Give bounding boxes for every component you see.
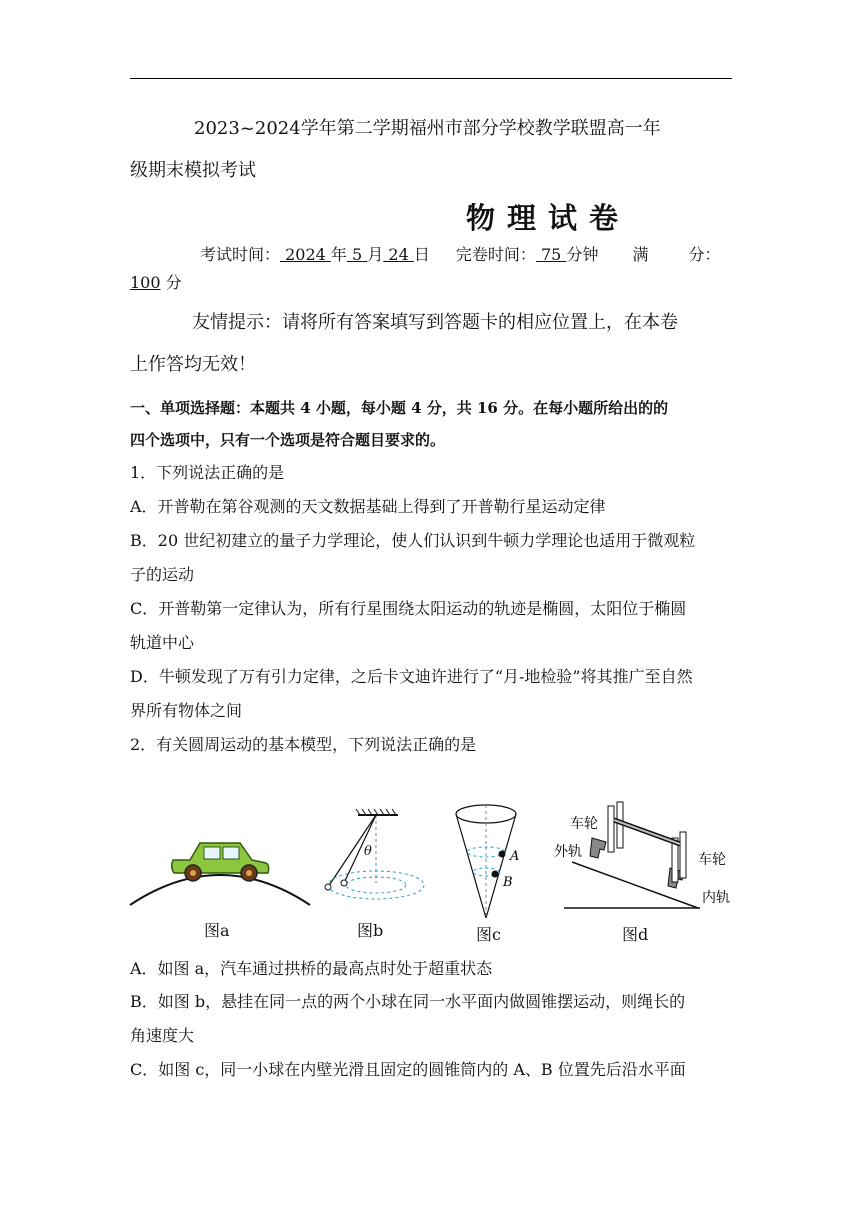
label-a: A bbox=[510, 849, 520, 864]
label-b: B bbox=[503, 875, 513, 890]
duration-value: 75 bbox=[541, 245, 562, 264]
q2-option-c-line1: C．如图 c，同一小球在内壁光滑且固定的圆锥筒内的 A、B 位置先后沿水平面 bbox=[130, 1060, 686, 1079]
figure-a-car-on-bridge bbox=[128, 815, 313, 915]
figure-b-conical-pendulum bbox=[318, 805, 428, 915]
theta-label: θ bbox=[364, 844, 372, 859]
q1-option-b-line2: 子的运动 bbox=[130, 565, 195, 584]
section1-heading-line2: 四个选项中，只有一个选项是符合题目要求的。 bbox=[130, 431, 446, 449]
outer-rail-label: 外轨 bbox=[554, 844, 582, 860]
q1-option-c-line1: C．开普勒第一定律认为，所有行星围绕太阳运动的轨迹是椭圆，太阳位于椭圆 bbox=[130, 599, 687, 618]
exam-info-line: 考试时间： 2024 年 5 月 24 日 完卷时间： 75 分钟 满 分： bbox=[200, 245, 721, 264]
subject-title: 物理试卷 bbox=[466, 201, 631, 235]
figure-d-banked-track bbox=[554, 798, 740, 916]
exam-month: 5 bbox=[352, 245, 363, 264]
q2-option-a: A．如图 a，汽车通过拱桥的最高点时处于超重状态 bbox=[130, 959, 493, 978]
q1-option-a: A．开普勒在第谷观测的天文数据基础上得到了开普勒行星运动定律 bbox=[130, 497, 606, 516]
exam-year: 2024 bbox=[285, 245, 326, 264]
top-rule bbox=[130, 78, 732, 79]
wheel-label-2: 车轮 bbox=[698, 852, 726, 868]
full-score-line: 100 分 bbox=[130, 273, 182, 292]
q1-option-c-line2: 轨道中心 bbox=[130, 633, 195, 652]
hint-line1: 友情提示：请将所有答案填写到答题卡的相应位置上，在本卷 bbox=[192, 312, 678, 333]
figure-d-caption: 图d bbox=[622, 925, 649, 944]
section1-heading-line1: 一、单项选择题：本题共 4 小题，每小题 4 分，共 16 分。在每小题所给出的的 bbox=[130, 399, 669, 417]
exam-title-line1: 2023~2024学年第二学期福州市部分学校教学联盟高一年 bbox=[194, 118, 661, 139]
q1-option-b-line1: B．20 世纪初建立的量子力学理论，使人们认识到牛顿力学理论也适用于微观粒 bbox=[130, 531, 696, 550]
hint-line2: 上作答均无效！ bbox=[130, 354, 256, 375]
q2-option-b-line1: B．如图 b，悬挂在同一点的两个小球在同一水平面内做圆锥摆运动，则绳长的 bbox=[130, 992, 686, 1011]
figure-c-caption: 图c bbox=[476, 925, 501, 944]
q1-stem: 1．下列说法正确的是 bbox=[130, 463, 285, 482]
duration-label: 完卷时间： bbox=[455, 245, 536, 264]
inner-rail-label: 内轨 bbox=[702, 890, 730, 906]
figure-b-caption: 图b bbox=[357, 921, 384, 940]
figure-a-caption: 图a bbox=[204, 921, 230, 940]
q2-stem: 2．有关圆周运动的基本模型，下列说法正确的是 bbox=[130, 735, 477, 754]
exam-time-label: 考试时间： bbox=[200, 245, 281, 264]
wheel-label-1: 车轮 bbox=[570, 816, 598, 832]
q2-option-b-line2: 角速度大 bbox=[130, 1026, 195, 1045]
full-score-value: 100 bbox=[130, 273, 161, 292]
q1-option-d-line1: D．牛顿发现了万有引力定律，之后卡文迪许进行了“月-地检验”将其推广至自然 bbox=[130, 667, 693, 686]
full-score-label: 满 bbox=[632, 245, 649, 264]
q1-option-d-line2: 界所有物体之间 bbox=[130, 701, 243, 720]
exam-day: 24 bbox=[388, 245, 409, 264]
figure-c-cone bbox=[448, 800, 528, 922]
exam-title-line2: 级期末模拟考试 bbox=[130, 160, 256, 181]
